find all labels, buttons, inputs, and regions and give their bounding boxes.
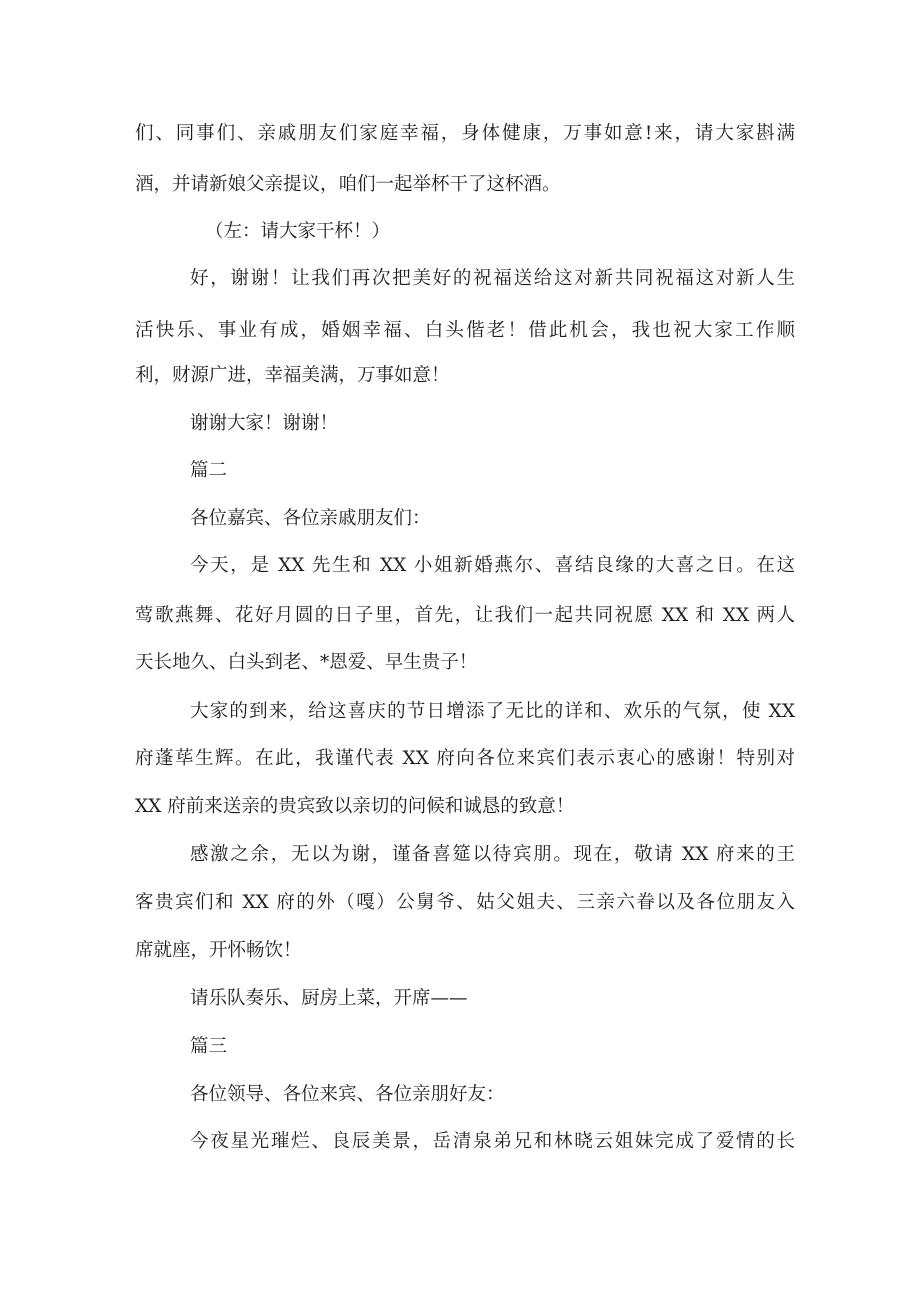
text-line: 天长地久、白头到老、*恩爱、早生贵子！ (135, 652, 478, 673)
text-line: 今天，是 XX 先生和 XX 小姐新婚燕尔、喜结良缘的大喜之日。在这 (190, 555, 795, 576)
text-line: 各位嘉宾、各位亲戚朋友们： (190, 508, 431, 529)
text-line: 今夜星光璀烂、良辰美景，岳清泉弟兄和林晓云姐妹完成了爱情的长 (190, 1131, 795, 1152)
text-line: 活快乐、事业有成，婚姻幸福、白头偕老！借此机会，我也祝大家工作顺 (135, 320, 795, 341)
text-line: （左：请大家干杯！） (205, 221, 391, 242)
text-line: 客贵宾们和 XX 府的外（嘎）公舅爷、姑父姐夫、三亲六眷以及各位朋友入 (135, 892, 795, 913)
section-heading: 篇二 (190, 460, 228, 481)
text-line: 大家的到来，给这喜庆的节日增添了无比的详和、欢乐的气氛，使 XX (190, 701, 795, 722)
text-line: 利，财源广进，幸福美满，万事如意！ (135, 365, 450, 386)
text-line: 们、同事们、亲戚朋友们家庭幸福，身体健康，万事如意!来，请大家斟满 (135, 123, 795, 144)
text-line: 请乐队奏乐、厨房上菜，开席—— (190, 988, 468, 1009)
text-line: 酒，并请新娘父亲提议，咱们一起举杯干了这杯酒。 (135, 174, 561, 195)
text-line: XX 府前来送亲的贵宾致以亲切的问候和诚恳的致意！ (135, 796, 575, 817)
section-heading: 篇三 (190, 1036, 228, 1057)
text-line: 莺歌燕舞、花好月圆的日子里，首先，让我们一起共同祝愿 XX 和 XX 两人 (135, 605, 795, 626)
text-line: 感激之余，无以为谢，谨备喜筵以待宾朋。现在，敬请 XX 府来的王 (190, 844, 795, 865)
text-line: 各位领导、各位来宾、各位亲朋好友： (190, 1084, 505, 1105)
text-line: 谢谢大家！谢谢！ (190, 413, 339, 434)
text-line: 府蓬荜生辉。在此，我谨代表 XX 府向各位来宾们表示衷心的感谢！特别对 (135, 748, 795, 769)
text-line: 席就座，开怀畅饮！ (135, 940, 302, 961)
text-line: 好，谢谢！让我们再次把美好的祝福送给这对新共同祝福这对新人生 (190, 268, 795, 289)
